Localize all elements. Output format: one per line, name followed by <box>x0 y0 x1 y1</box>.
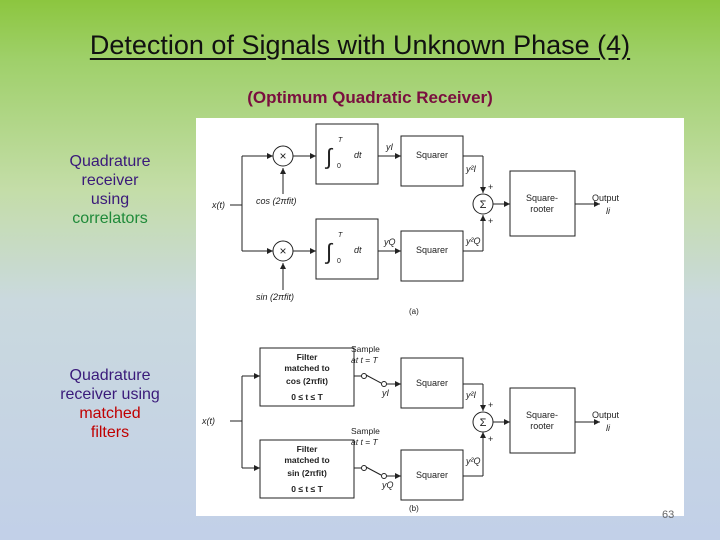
sample-i-line-1: Sample <box>351 344 380 354</box>
label-a-line-4: correlators <box>72 210 148 227</box>
sum-a-symbol: Σ <box>479 199 487 211</box>
yi-squared-label: y²I <box>466 164 476 174</box>
filter-q-line-3: sin (2πfit) <box>287 468 327 478</box>
integral-i-dt: dt <box>354 150 362 160</box>
multiplier-q-symbol: × <box>279 244 287 258</box>
figure-a-tag: (a) <box>409 307 419 316</box>
label-a-line-3: using <box>90 191 130 208</box>
b-yq-squared-label: y²Q <box>466 456 481 466</box>
filter-i-line-3: cos (2πfit) <box>286 376 328 386</box>
sample-q-line-1: Sample <box>351 426 380 436</box>
squarer-b-q-label: Squarer <box>415 470 449 480</box>
slide-title: Detection of Signals with Unknown Phase (4) <box>89 30 631 60</box>
filter-q-line-2: matched to <box>284 455 330 465</box>
square-rooter-b-line-1: Square- <box>525 410 559 420</box>
label-b-line-2: receiver using <box>60 386 160 403</box>
sampling-switch-i <box>366 375 381 383</box>
integral-q-upper: T <box>338 232 343 239</box>
sin-reference-label: sin (2πfit) <box>256 292 295 302</box>
integral-i-lower: 0 <box>337 163 341 170</box>
multiplier-i-symbol: × <box>279 149 287 163</box>
plus-a-top: + <box>488 182 494 192</box>
squarer-i-label: Squarer <box>415 150 449 160</box>
input-b-label: x(t) <box>202 416 215 426</box>
filter-i-line-1: Filter <box>296 352 318 362</box>
cos-reference-label: cos (2πfit) <box>256 196 297 206</box>
output-b-label: Output <box>592 410 620 420</box>
output-a-symbol: li <box>606 206 610 216</box>
integral-i-sign: ∫ <box>326 144 333 169</box>
square-rooter-b-line-2: rooter <box>530 421 554 431</box>
filter-q-line-4: 0 ≤ t ≤ T <box>291 484 323 494</box>
sample-q-line-2: at t = T <box>351 437 378 447</box>
label-b-line-1: Quadrature <box>69 367 151 384</box>
plus-a-bottom: + <box>488 216 494 226</box>
integral-q-sign: ∫ <box>326 239 333 264</box>
input-a-label: x(t) <box>212 200 225 210</box>
filter-i-line-4: 0 ≤ t ≤ T <box>291 392 323 402</box>
squarer-b-i-label: Squarer <box>415 378 449 388</box>
page-number: 63 <box>662 509 675 521</box>
yq-squared-label: y²Q <box>466 236 481 246</box>
signal-b-yq-label: yQ <box>382 480 394 490</box>
sum-b-symbol: Σ <box>479 417 487 429</box>
signal-b-yi-label: yI <box>382 388 390 398</box>
plus-b-bottom: + <box>488 434 494 444</box>
label-b-line-4: filters <box>90 424 130 441</box>
square-rooter-a-line-2: rooter <box>530 204 554 214</box>
integral-i-upper: T <box>338 137 343 144</box>
label-a-line-2: receiver <box>81 172 139 189</box>
signal-yq-label: yQ <box>384 237 396 247</box>
figure-b-tag: (b) <box>409 504 419 513</box>
integral-q-dt: dt <box>354 245 362 255</box>
label-a-line-1: Quadrature <box>69 153 151 170</box>
signal-yi-label: yI <box>386 142 394 152</box>
squarer-i <box>401 136 463 186</box>
output-a-label: Output <box>592 193 620 203</box>
slide-subtitle: (Optimum Quadratic Receiver) <box>247 88 493 107</box>
label-matched-filter-receiver <box>40 366 180 442</box>
filter-q-line-1: Filter <box>296 444 318 454</box>
filter-i-line-2: matched to <box>284 363 330 373</box>
b-yi-squared-label: y²I <box>466 390 476 400</box>
output-b-symbol: li <box>606 423 610 433</box>
plus-b-top: + <box>488 400 494 410</box>
integral-q-lower: 0 <box>337 258 341 265</box>
label-b-line-3: matched <box>79 405 141 422</box>
square-rooter-a-line-1: Square- <box>525 193 559 203</box>
receiver-block-diagram <box>196 118 684 516</box>
label-correlator-receiver <box>40 152 180 228</box>
squarer-q <box>401 231 463 281</box>
squarer-q-label: Squarer <box>415 245 449 255</box>
sample-i-line-2: at t = T <box>351 355 378 365</box>
sampling-switch-q <box>366 467 381 475</box>
